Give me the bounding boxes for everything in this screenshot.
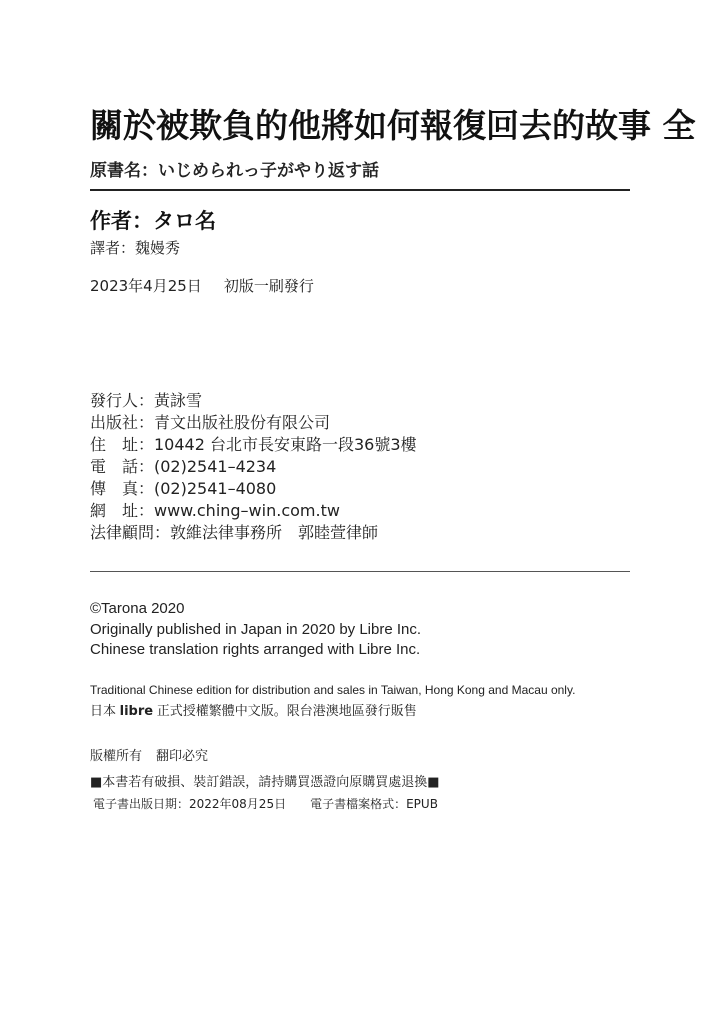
edition-note-english: Traditional Chinese edition for distribution and sales in Taiwan, Hong Kong and Macau only. — [90, 683, 576, 697]
author-line: 作者：タロ名 — [90, 209, 216, 233]
website-line: 網 址：www.ching–win.com.tw — [90, 501, 340, 520]
ebook-date: 電子書出版日期：2022年08月25日 — [93, 797, 287, 811]
book-title: 關於被欺負的他將如何報復回去的故事 全 — [90, 106, 696, 145]
edition-note-chinese — [90, 700, 417, 719]
reproduction-prohibited: 翻印必究 — [156, 749, 209, 764]
rights-line — [90, 745, 208, 764]
libre-brand: libre — [119, 704, 154, 719]
original-publication-line: Originally published in Japan in 2020 by Libre Inc. — [90, 621, 422, 638]
ebook-format: 電子書檔案格式：EPUB — [310, 797, 438, 811]
legal-advisor-line: 法律顧問：敦維法律事務所 郭睦萱律師 — [90, 523, 379, 542]
copyright-line: ©Tarona 2020 — [90, 600, 185, 617]
return-notice: ■本書若有破損、裝訂錯誤，請持購買憑證向原購買處退換■ — [90, 775, 440, 790]
section-divider — [90, 571, 630, 572]
publisher-company-line: 出版社：青文出版社股份有限公司 — [90, 413, 331, 432]
fax-line: 傳 真：(02)2541–4080 — [90, 479, 277, 498]
ebook-info-line — [93, 795, 438, 812]
edition-note-suffix: 正式授權繁體中文版。限台港澳地區發行販售 — [153, 703, 417, 718]
title-divider — [90, 189, 630, 191]
address-line: 住 址：10442 台北市長安東路一段36號3樓 — [90, 435, 417, 454]
edition-label: 初版一刷發行 — [223, 277, 314, 295]
edition-note-prefix: 日本 — [90, 703, 120, 718]
translator-line: 譯者：魏嫚秀 — [90, 239, 181, 257]
publication-date: 2023年4月25日 — [90, 277, 202, 295]
translation-rights-line: Chinese translation rights arranged with Libre Inc. — [90, 641, 421, 658]
phone-line: 電 話：(02)2541–4234 — [90, 457, 277, 476]
original-title: 原書名：いじめられっ子がやり返す話 — [90, 161, 379, 181]
publication-line — [90, 275, 314, 296]
rights-reserved: 版權所有 — [90, 749, 143, 764]
publisher-line: 發行人：黃詠雪 — [90, 391, 203, 410]
